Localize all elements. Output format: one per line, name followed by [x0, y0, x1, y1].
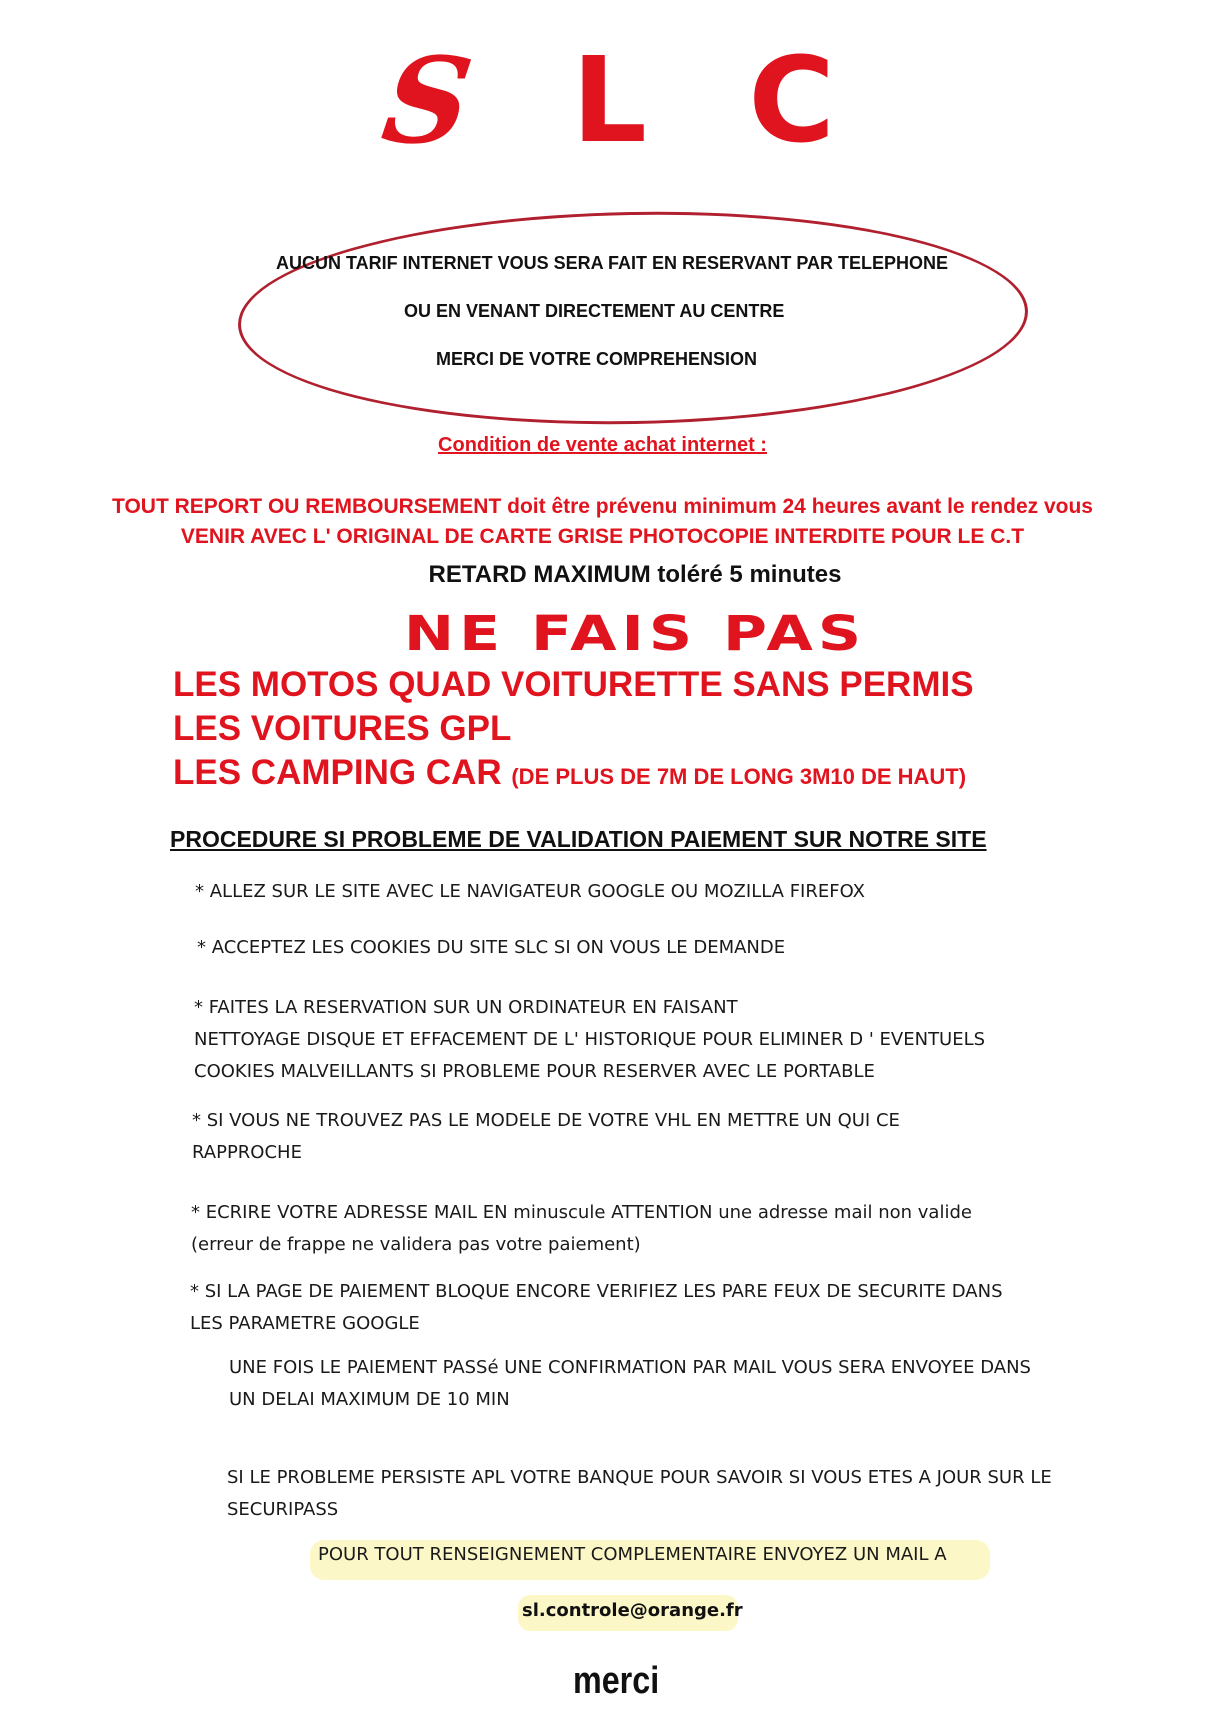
procedure-step-4-line-2: RAPPROCHE [192, 1142, 302, 1163]
procedure-step-3-line-2: NETTOYAGE DISQUE ET EFFACEMENT DE L' HISTORIQUE POUR ELIMINER D ' EVENTUELS [194, 1029, 986, 1050]
notice-line-1: AUCUN TARIF INTERNET VOUS SERA FAIT EN RESERVANT PAR TELEPHONE [276, 253, 949, 273]
contact-email[interactable]: sl.controle@orange.fr [522, 1600, 743, 1621]
logo-letter-s: S [375, 30, 480, 170]
not-done-item: LES VOITURES GPL [173, 709, 512, 748]
report-rule: TOUT REPORT OU REMBOURSEMENT doit être prévenu minimum 24 heures avant le rendez vous [112, 495, 1093, 518]
procedure-step-2: * ACCEPTEZ LES COOKIES DU SITE SLC SI ON VOUS LE DEMANDE [197, 937, 786, 958]
procedure-step-5-line-2: (erreur de frappe ne validera pas votre paiement) [191, 1234, 641, 1255]
not-done-heading: NE FAIS PAS [403, 606, 867, 662]
confirmation-line-2: UN DELAI MAXIMUM DE 10 MIN [229, 1389, 510, 1410]
not-done-item: LES MOTOS QUAD VOITURETTE SANS PERMIS [173, 665, 974, 704]
bank-note [227, 1462, 1052, 1526]
procedure-step-3-line-3: COOKIES MALVEILLANTS SI PROBLEME POUR RESERVER AVEC LE PORTABLE [194, 1061, 875, 1082]
conditions-title: Condition de vente achat internet : [438, 434, 767, 456]
confirmation-line-1: UNE FOIS LE PAIEMENT PASSé UNE CONFIRMATION PAR MAIL VOUS SERA ENVOYEE DANS [229, 1357, 1031, 1378]
procedure-step-6-line-1: * SI LA PAGE DE PAIEMENT BLOQUE ENCORE VERIFIEZ LES PARE FEUX DE SECURITE DANS [190, 1281, 1003, 1302]
not-done-item-camping [173, 751, 974, 799]
procedure-step-3-line-1: * FAITES LA RESERVATION SUR UN ORDINATEUR EN FAISANT [194, 997, 738, 1018]
procedure-step-6-line-2: LES PARAMETRE GOOGLE [190, 1313, 420, 1334]
conditions-block [0, 492, 1205, 552]
contact-text: POUR TOUT RENSEIGNEMENT COMPLEMENTAIRE ENVOYEZ UN MAIL A [318, 1544, 947, 1565]
logo-letter-l: L [571, 31, 647, 169]
retard-rule: RETARD MAXIMUM toléré 5 minutes [428, 561, 842, 588]
procedure-step-4-line-1: * SI VOUS NE TROUVEZ PAS LE MODELE DE VOTRE VHL EN METTRE UN QUI CE [192, 1110, 900, 1131]
notice-line-2: OU EN VENANT DIRECTEMENT AU CENTRE [404, 301, 785, 321]
carte-grise-rule: VENIR AVEC L' ORIGINAL DE CARTE GRISE PHOTOCOPIE INTERDITE POUR LE C.T [180, 525, 1025, 548]
confirmation-note [229, 1352, 1031, 1416]
procedure-step-6 [190, 1276, 1003, 1340]
procedure-step-5 [191, 1197, 972, 1261]
camping-note: (DE PLUS DE 7M DE LONG 3M10 DE HAUT) [511, 764, 967, 789]
procedure-step-4 [192, 1105, 900, 1169]
procedure-title: PROCEDURE SI PROBLEME DE VALIDATION PAIEMENT SUR NOTRE SITE [170, 826, 987, 852]
not-done-list [173, 663, 974, 799]
closing-merci: merci [573, 1660, 660, 1702]
not-done-item: LES CAMPING CAR [173, 753, 502, 792]
logo-letter-c: C [748, 31, 835, 169]
bank-line-2: SECURIPASS [227, 1499, 339, 1520]
procedure-step-3 [194, 992, 985, 1088]
procedure-step-1: * ALLEZ SUR LE SITE AVEC LE NAVIGATEUR GOOGLE OU MOZILLA FIREFOX [195, 881, 865, 902]
bank-line-1: SI LE PROBLEME PERSISTE APL VOTRE BANQUE POUR SAVOIR SI VOUS ETES A JOUR SUR LE [227, 1467, 1052, 1488]
procedure-step-5-line-1: * ECRIRE VOTRE ADRESSE MAIL EN minuscule ATTENTION une adresse mail non valide [191, 1202, 972, 1223]
slc-logo [375, 30, 835, 170]
notice-line-3: MERCI DE VOTRE COMPREHENSION [436, 349, 758, 369]
